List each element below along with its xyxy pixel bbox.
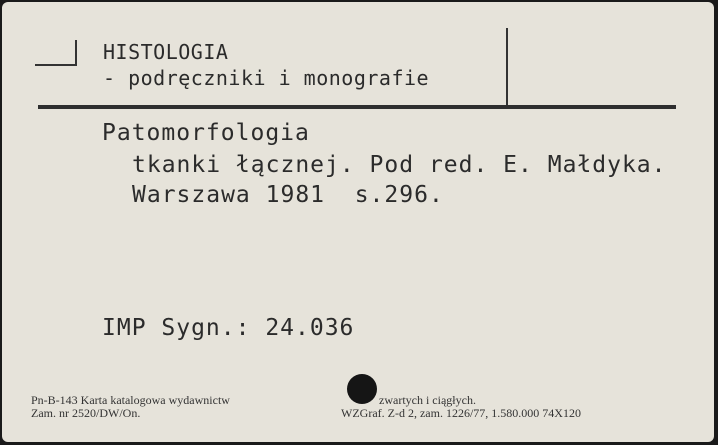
index-tab-marker-vertical [75,40,77,66]
catalog-card [2,2,714,442]
entry-description: tkanki łącznej. Pod red. E. Małdyka. [132,152,667,178]
footer-printer-info: WZGraf. Z-d 2, zam. 1226/77, 1.580.000 74X120 [341,406,581,420]
card-punch-hole [347,374,377,404]
footer-form-id: Pn-B-143 Karta katalogowa wydawnictw [31,393,230,407]
call-number: IMP Sygn.: 24.036 [102,315,355,341]
subject-subheading: - podręczniki i monografie [103,66,430,90]
header-divider-horizontal [38,105,676,109]
footer-order-number: Zam. nr 2520/DW/On. [31,406,141,420]
subject-heading: HISTOLOGIA [103,40,229,64]
index-tab-marker [35,64,77,66]
entry-publication: Warszawa 1981 s.296. [132,182,444,208]
header-divider-vertical [506,28,508,106]
footer-form-type: zwartych i ciągłych. [379,393,476,407]
entry-title: Patomorfologia [102,120,310,146]
